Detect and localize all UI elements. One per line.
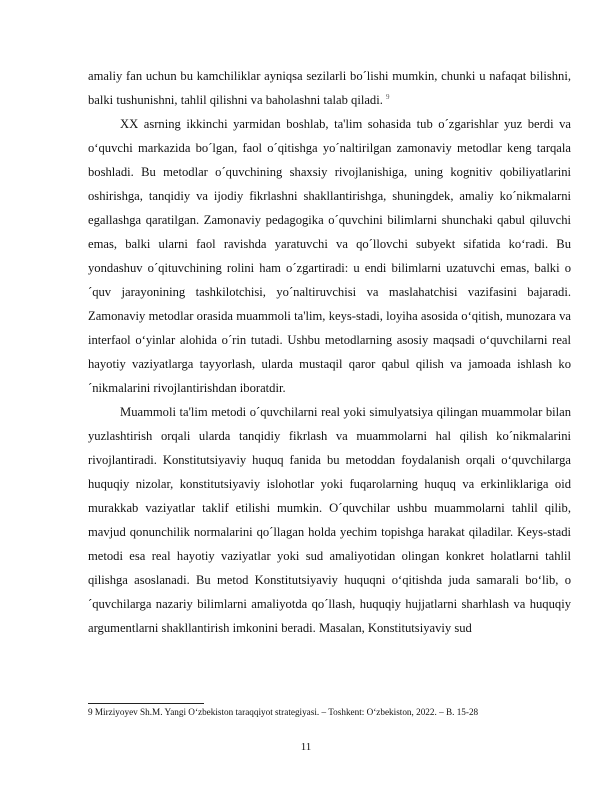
paragraph-problem-learning: Muammoli ta'lim metodi o´quvchilarni real yoki simulyatsiya qilingan muammolar bilan yuzlashtirish orqali ularda tanqidiy fikrlash va muammolarni hal qilish ko´nikmalarini rivojlantiradi. Konstitutsiyaviy huquq fanida bu metoddan foydalanish orqali o‘quvchilarga huquqiy nizolar, konstitutsiyaviy islohotlar yoki fuqarolarning huquq va erkinliklariga oid murakkab vaziyatlar taklif etilishi mumkin. O´quvchilar ushbu muammolarni tahlil qilib, mavjud qonunchilik normalarini qo´llagan holda yechim topishga harakat qiladilar. Keys-stadi metodi esa real hayotiy vaziyatlar yoki sud amaliyotidan olingan konkret holatlarni tahlil qilishga asoslanadi. Bu metod Konstitutsiyaviy huquqni o‘qitishda juda samarali bo‘lib, o´quvchilarga nazariy bilimlarni amaliyotda qo´llash, huquqiy hujjatlarni sharhlash va huquqiy argumentlarni shakllantirish imkonini beradi. Masalan, Konstitutsiyaviy sud	[88, 405, 571, 635]
paragraph-1-text: amaliy fan uchun bu kamchiliklar ayniqsa sezilarli bo´lishi mumkin, chunki u nafaqat bilishni, balki tushunishni, tahlil qilishni va baholashni talab qiladi.	[88, 69, 571, 107]
paragraph-modern-methods: XX asrning ikkinchi yarmidan boshlab, ta'lim sohasida tub o´zgarishlar yuz berdi va o‘quvchi markazida bo´lgan, faol o´qitishga yo´naltirilgan zamonaviy metodlar keng tarqala boshladi. Bu metodlar o´quvchining shaxsiy rivojlanishiga, uning kognitiv qobiliyatlarini oshirishga, tanqidiy va ijodiy fikrlashni shakllantirishga, shuningdek, amaliy ko´nikmalarni egallashga qaratilgan. Zamonaviy pedagogika o´quvchini bilimlarni shunchaki qabul qiluvchi emas, balki ularni faol ravishda yaratuvchi va qo´llovchi subyekt sifatida ko‘radi. Bu yondashuv o´qituvchining rolini ham o´zgartiradi: u endi bilimlarni uzatuvchi emas, balki o´quv jarayonining tashkilotchisi, yo´naltiruvchisi va maslahatchisi vazifasini bajaradi. Zamonaviy metodlar orasida muammoli ta'lim, keys-stadi, loyiha asosida o‘qitish, munozara va interfaol o‘yinlar alohida o´rin tutadi. Ushbu metodlarning asosiy maqsadi o‘quvchilarni real hayotiy vaziyatlarga tayyorlash, ularda mustaqil qaror qabul qilish va jamoada ishlash ko´nikmalarini rivojlantirishdan iboratdir.	[88, 117, 571, 395]
footnote-divider	[88, 703, 204, 704]
paragraph-continued	[88, 64, 571, 112]
body-text	[88, 64, 571, 640]
footnote-reference: 9	[386, 92, 390, 101]
page-number: 11	[300, 741, 312, 753]
footnote: 9 Mirziyoyev Sh.M. Yangi O‘zbekiston taraqqiyot strategiyasi. – Toshkent: O‘zbekiston, 2022. – B. 15-28	[88, 707, 479, 717]
